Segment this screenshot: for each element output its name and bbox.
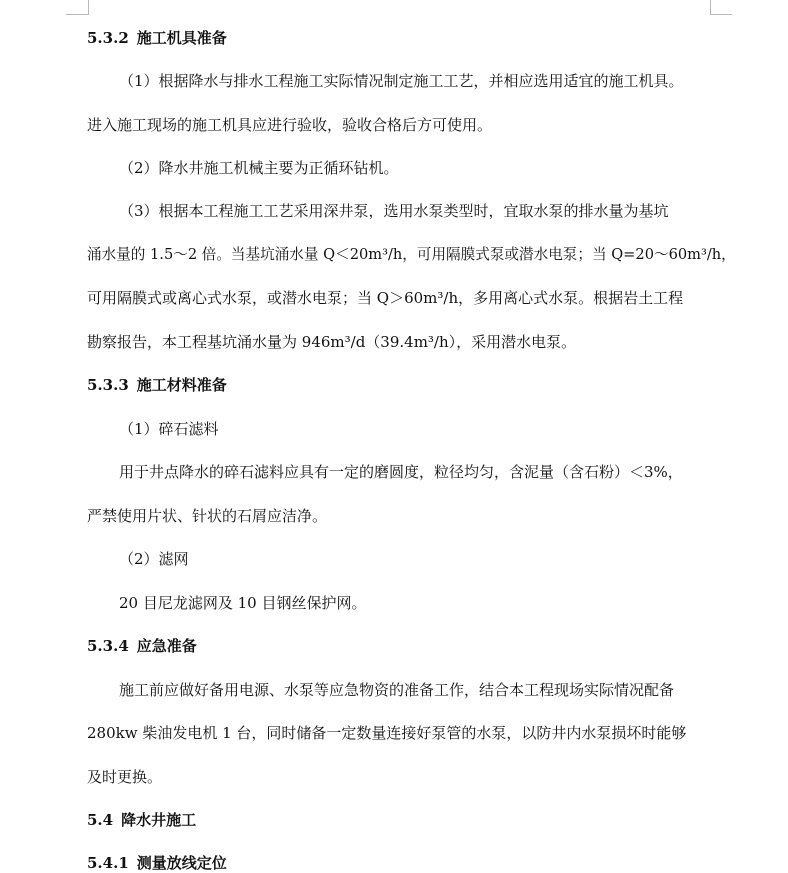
heading-number: 5.4 [87,811,114,829]
heading-number: 5.4.1 [87,854,129,872]
heading-title: 应急准备 [136,637,197,655]
paragraph-line: （2）降水井施工机械主要为正循环钻机。 [119,159,399,177]
paragraph-line: 涌水量的 1.5～2 倍。当基坑涌水量 Q＜20m³/h，可用隔膜式泵或潜水电泵；当 Q=20～60m³/h， [87,246,736,263]
paragraph-line: 20 目尼龙滤网及 10 目钢丝保护网。 [119,594,367,612]
paragraph-line: 可用隔膜式或离心式水泵，或潜水电泵；当 Q＞60m³/h，多用离心式水泵。根据岩土工程 [87,289,684,307]
heading-5-3-3 [87,375,227,395]
heading-5-3-4 [87,636,197,656]
paragraph-line: （1）根据降水与排水工程施工实际情况制定施工工艺，并相应选用适宜的施工机具。 [119,72,684,90]
paragraph-line: （3）根据本工程施工工艺采用深井泵，选用水泵类型时，宜取水泵的排水量为基坑 [119,202,669,220]
paragraph-line: 用于井点降水的碎石滤料应具有一定的磨圆度，粒径均匀，含泥量（含石粉）＜3%， [119,463,683,481]
paragraph-line: 进入施工现场的施工机具应进行验收，验收合格后方可使用。 [87,116,493,134]
heading-5-4-1 [87,853,227,873]
heading-title: 测量放线定位 [136,854,227,872]
paragraph-line: （1）碎石滤料 [119,420,219,438]
paragraph-line: 勘察报告，本工程基坑涌水量为 946m³/d（39.4m³/h），采用潜水电泵。 [87,333,577,351]
paragraph-line: 及时更换。 [87,768,163,786]
heading-5-3-2 [87,28,227,48]
heading-5-4 [87,810,196,830]
paragraph-line: 严禁使用片状、针状的石屑应洁净。 [87,507,328,525]
heading-number: 5.3.3 [87,376,129,394]
paragraph-line: （2）滤网 [119,550,189,568]
paragraph-line: 施工前应做好备用电源、水泵等应急物资的准备工作，结合本工程现场实际情况配备 [119,681,675,699]
heading-number: 5.3.2 [87,29,129,47]
heading-title: 施工材料准备 [136,376,227,394]
heading-title: 降水井施工 [121,811,197,829]
paragraph-line: 280kw 柴油发电机 1 台，同时储备一定数量连接好泵管的水泵，以防井内水泵损坏时能够 [87,724,687,742]
heading-title: 施工机具准备 [136,29,227,47]
heading-number: 5.3.4 [87,637,129,655]
